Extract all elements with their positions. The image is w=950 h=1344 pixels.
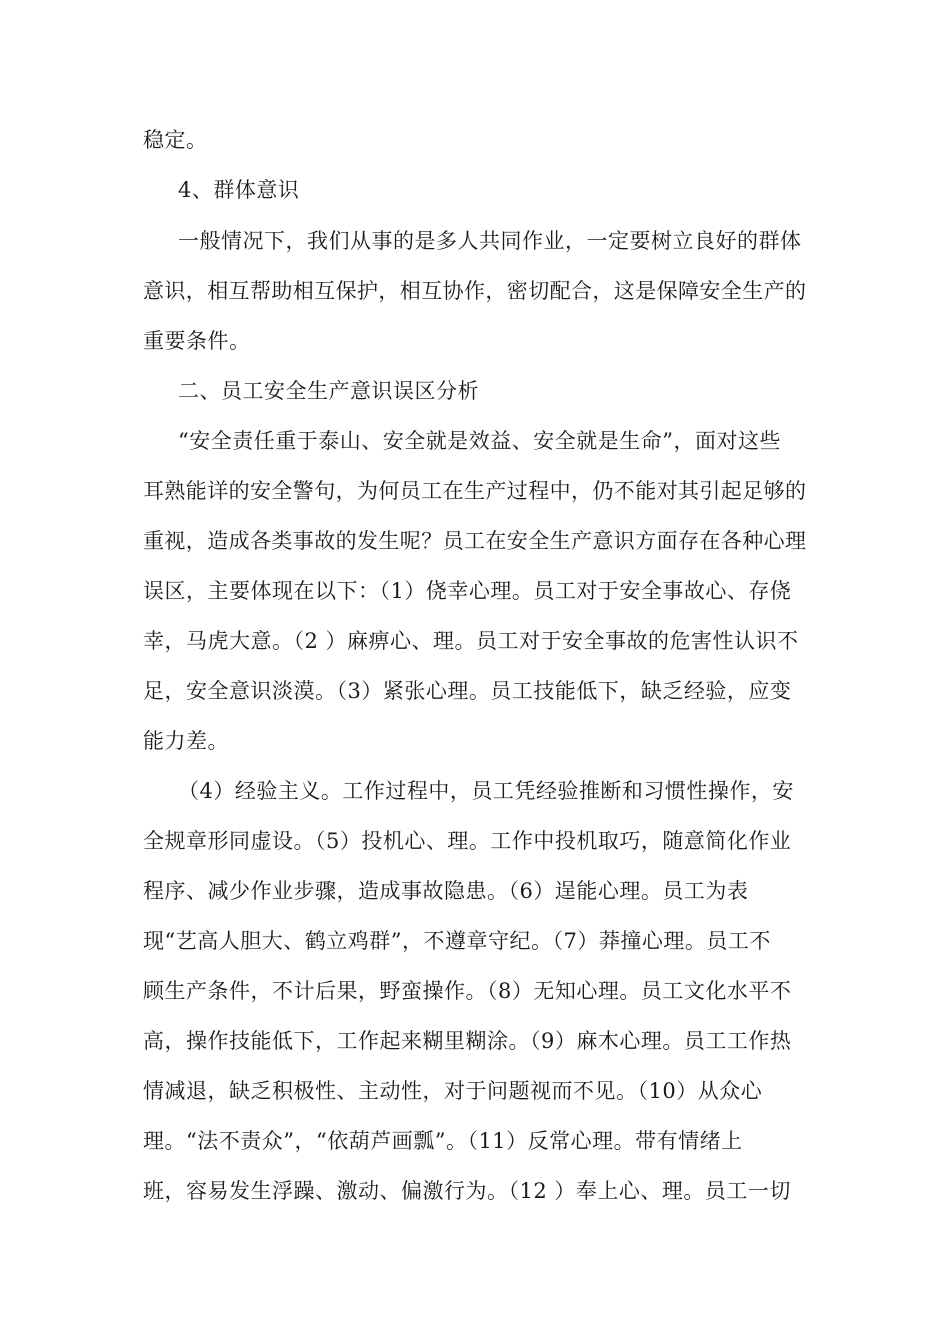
- text-line-12: 足，安全意识淡漠。（3）紧张心理。员工技能低下，缺乏经验，应变: [143, 679, 792, 703]
- text-line-17: 现“艺高人胆大、鹤立鸡群”，不遵章守纪。（7）莽撞心理。员工不: [143, 929, 771, 953]
- text-line-21: 理。“法不责众”，“依葫芦画瓢”。（11）反常心理。带有情绪上: [143, 1129, 743, 1153]
- text-line-13: 能力差。: [143, 729, 229, 753]
- section-heading-group-awareness: 4、群体意识: [178, 178, 300, 202]
- text-line-5: 重要条件。: [143, 329, 251, 353]
- text-line-22: 班，容易发生浮躁、激动、偏激行为。（12 ）奉上心、理。员工一切: [143, 1179, 791, 1203]
- text-line-15: 全规章形同虚设。（5）投机心、理。工作中投机取巧，随意简化作业: [143, 829, 792, 853]
- text-line-18: 顾生产条件，不计后果，野蛮操作。（8）无知心理。员工文化水平不: [143, 979, 792, 1003]
- text-line-19: 高，操作技能低下，工作起来糊里糊涂。（9）麻木心理。员工工作热: [143, 1029, 792, 1053]
- text-line-4: 意识，相互帮助相互保护，相互协作，密切配合，这是保障安全生产的: [143, 279, 807, 303]
- section-heading-misconceptions: 二、员工安全生产意识误区分析: [178, 379, 479, 403]
- text-line-16: 程序、减少作业步骤，造成事故隐患。（6）逞能心理。员工为表: [143, 879, 749, 903]
- text-line-8: 耳熟能详的安全警句，为何员工在生产过程中，仍不能对其引起足够的: [143, 479, 807, 503]
- text-line-14: （4）经验主义。工作过程中，员工凭经验推断和习惯性操作，安: [178, 779, 794, 803]
- text-line-20: 情减退，缺乏积极性、主动性，对于问题视而不见。（10）从众心: [143, 1079, 763, 1103]
- text-line-9: 重视，造成各类事故的发生呢？员工在安全生产意识方面存在各种心理: [143, 529, 807, 553]
- text-line-11: 幸，马虎大意。（2 ）麻痹心、理。员工对于安全事故的危害性认识不: [143, 629, 799, 653]
- text-line-1: 稳定。: [143, 128, 208, 152]
- text-line-7: “安全责任重于泰山、安全就是效益、安全就是生命”，面对这些: [178, 429, 781, 453]
- text-line-10: 误区，主要体现在以下：（1）侥幸心理。员工对于安全事故心、存侥: [143, 579, 792, 603]
- text-line-3: 一般情况下，我们从事的是多人共同作业，一定要树立良好的群体: [178, 229, 802, 253]
